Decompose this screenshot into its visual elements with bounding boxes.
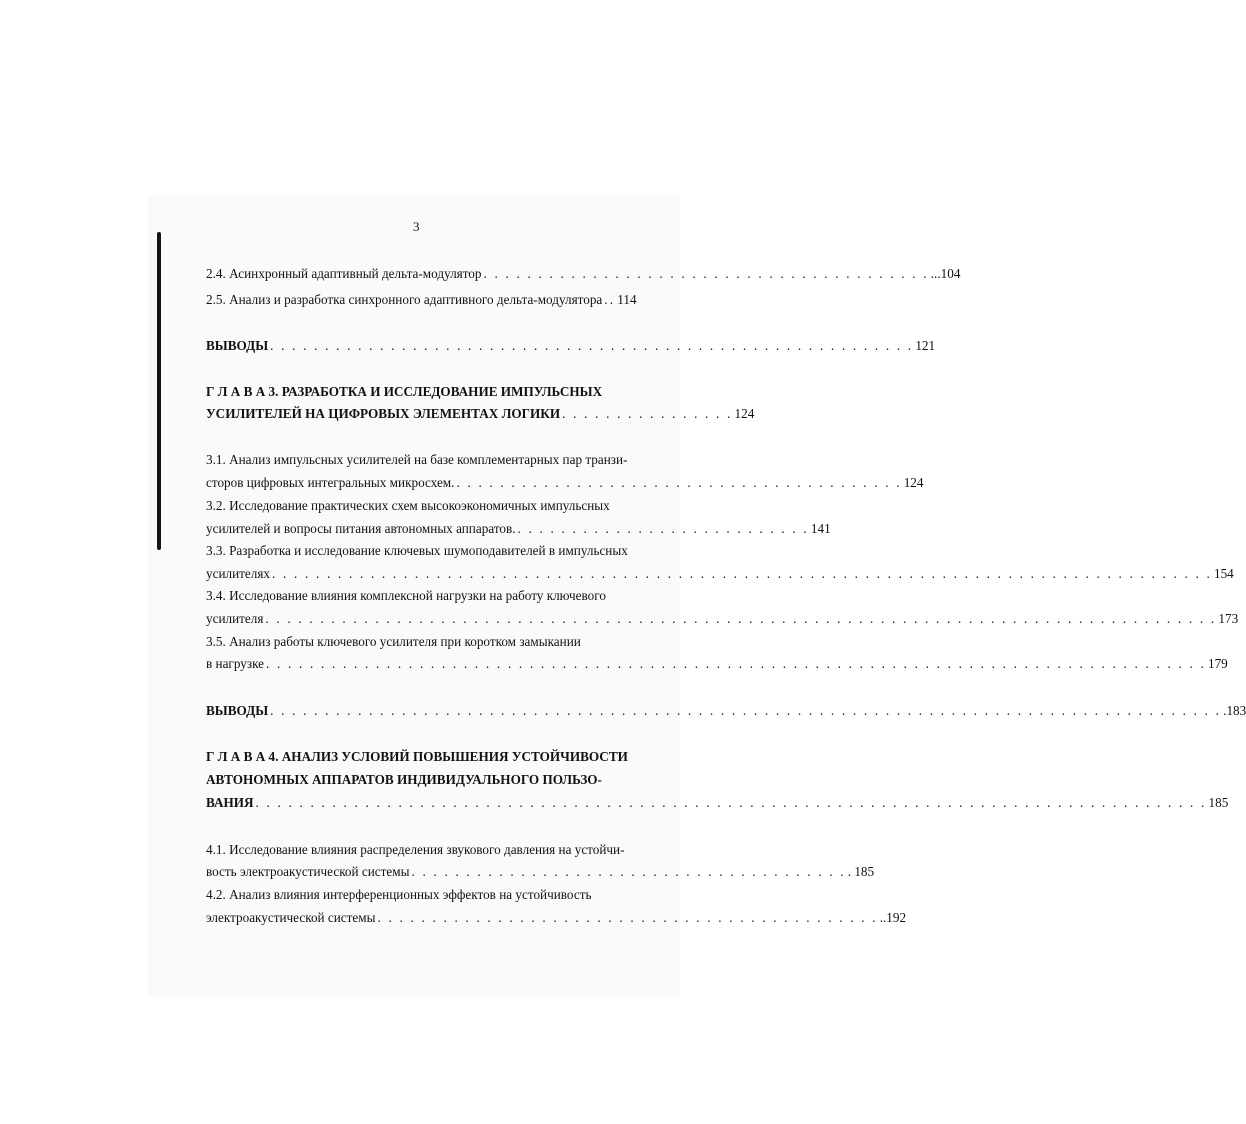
toc-entry-title: ВЫВОДЫ — [206, 703, 269, 718]
toc-leader-dots: . . . . . . . . . . . . . . . . . . . . . . . . . . . . . . . . . . . . . . . . . . . . . . . . . . . . . . . . . . . . . . . . . . . . . . . . . . . . . . . . . . . . . . . — [265, 611, 1217, 626]
toc-page-number: ..192 — [879, 910, 907, 925]
toc-entry-3-4[interactable]: 3.4. Исследование влияния комплексной нагрузки на работу ключевого — [206, 588, 606, 603]
toc-entry-4-2-cont[interactable] — [206, 910, 907, 926]
toc-entry-title: УСИЛИТЕЛЕЙ НА ЦИФРОВЫХ ЭЛЕМЕНТАХ ЛОГИКИ — [206, 406, 561, 421]
toc-leader-dots: . . . . . . . . . . . . . . . . . . . . . . . . . . . . . . . . . . . . . . . . . — [483, 266, 929, 281]
toc-page-number: 185 — [1208, 795, 1229, 810]
toc-leader-dots: . . . . . . . . . . . . . . . . . . . . . . . . . . . . . . . . . . . . . . . . . . . . . . — [377, 910, 878, 925]
binding-margin-mark — [157, 232, 161, 550]
toc-chapter-3-heading[interactable]: Г Л А В А 3. РАЗРАБОТКА И ИССЛЕДОВАНИЕ ИМПУЛЬСНЫХ — [206, 384, 603, 399]
toc-entry-4-2[interactable]: 4.2. Анализ влияния интерференционных эффектов на устойчивость — [206, 887, 592, 902]
toc-entry-title: сторов цифровых интегральных микросхем. — [206, 475, 455, 490]
toc-entry-3-2-cont[interactable] — [206, 521, 831, 537]
toc-entry-title: усилителей и вопросы питания автономных аппаратов. — [206, 521, 516, 536]
toc-entry-3-3-cont[interactable] — [206, 566, 1234, 582]
toc-entry-title: 2.5. Анализ и разработка синхронного адаптивного дельта-модулятора — [206, 292, 603, 307]
toc-leader-dots: . . . . . . . . . . . . . . . . . . . . . . . . . . . . . . . . . . . . . . . . . . . . . . . . . . . . . . . . . . . . . . . . . . . . . . . . . . . . . . . . . . . . . . — [266, 656, 1206, 671]
toc-entry-title: ВАНИЯ — [206, 795, 254, 810]
toc-leader-dots: . . . . . . . . . . . . . . . . . . . . . . . . . . . . . . . . . . . . . . . . . . . . . . . . . . . . . . . . . . . . . . . . . . . . . . . . . . . . . . . . . . . . . . . — [255, 795, 1207, 810]
toc-entry-3-1[interactable]: 3.1. Анализ импульсных усилителей на базе комплементарных пар транзи- — [206, 452, 628, 467]
toc-entry-title: электроакустической системы — [206, 910, 376, 925]
toc-chapter-3-heading-cont[interactable] — [206, 406, 755, 422]
toc-leader-dots: . . . . . . . . . . . . . . . . — [562, 406, 733, 421]
toc-entry-title: в нагрузке — [206, 656, 264, 671]
toc-page-number: 124 — [903, 475, 924, 490]
toc-entry-3-3[interactable]: 3.3. Разработка и исследование ключевых шумоподавителей в импульсных — [206, 543, 628, 558]
toc-leader-dots: . . . . . . . . . . . . . . . . . . . . . . . . . . . — [517, 521, 809, 536]
toc-entry-title: вость электроакустической системы — [206, 864, 410, 879]
toc-entry-title: усилителях — [206, 566, 270, 581]
toc-entry-title: ВЫВОДЫ — [206, 338, 269, 353]
toc-page-number: 114 — [617, 292, 637, 307]
toc-leader-dots: . . . . . . . . . . . . . . . . . . . . . . . . . . . . . . . . . . . . . . . . . . . . . . . . . . . . . . . . . . . . . . . . . . . . . . . . . . . . . . . . . . . . . . — [272, 566, 1212, 581]
toc-entry-title: усилителя — [206, 611, 264, 626]
toc-page-number: . 185 — [847, 864, 875, 879]
toc-entry-2-5[interactable] — [206, 292, 637, 308]
toc-entry-conclusions-3[interactable] — [206, 703, 1246, 719]
toc-chapter-4-heading-end[interactable] — [206, 795, 1229, 811]
toc-entry-4-1-cont[interactable] — [206, 864, 875, 880]
toc-entry-3-5-cont[interactable] — [206, 656, 1228, 672]
toc-chapter-4-heading[interactable]: Г Л А В А 4. АНАЛИЗ УСЛОВИЙ ПОВЫШЕНИЯ УСТОЙЧИВОСТИ — [206, 749, 628, 764]
toc-leader-dots: .. — [604, 292, 616, 307]
toc-entry-3-1-cont[interactable] — [206, 475, 924, 491]
toc-page-number: 179 — [1207, 656, 1228, 671]
toc-entry-4-1[interactable]: 4.1. Исследование влияния распределения звукового давления на устойчи- — [206, 842, 625, 857]
toc-page-number: 121 — [915, 338, 936, 353]
toc-page-number: 124 — [734, 406, 755, 421]
toc-leader-dots: . . . . . . . . . . . . . . . . . . . . . . . . . . . . . . . . . . . . . . . . . . . . . . . . . . . . . . . . . . . — [270, 338, 914, 353]
toc-entry-3-2[interactable]: 3.2. Исследование практических схем высокоэкономичных импульсных — [206, 498, 610, 513]
toc-page-number: .183 — [1223, 703, 1246, 718]
toc-page-number: 141 — [810, 521, 831, 536]
toc-leader-dots: . . . . . . . . . . . . . . . . . . . . . . . . . . . . . . . . . . . . . . . . . — [456, 475, 902, 490]
toc-page-number: ...104 — [930, 266, 961, 281]
toc-chapter-4-heading-cont[interactable]: АВТОНОМНЫХ АППАРАТОВ ИНДИВИДУАЛЬНОГО ПОЛЬЗО- — [206, 772, 602, 787]
toc-leader-dots: . . . . . . . . . . . . . . . . . . . . . . . . . . . . . . . . . . . . . . . . — [411, 864, 846, 879]
page-number: 3 — [413, 219, 420, 234]
toc-page-number: 154 — [1213, 566, 1234, 581]
toc-entry-conclusions-2[interactable] — [206, 338, 936, 354]
toc-entry-2-4[interactable] — [206, 266, 961, 282]
toc-leader-dots: . . . . . . . . . . . . . . . . . . . . . . . . . . . . . . . . . . . . . . . . . . . . . . . . . . . . . . . . . . . . . . . . . . . . . . . . . . . . . . . . . . . . . . . — [270, 703, 1222, 718]
toc-entry-title: 2.4. Асинхронный адаптивный дельта-модулятор — [206, 266, 482, 281]
toc-page-number: 173 — [1218, 611, 1239, 626]
toc-entry-3-5[interactable]: 3.5. Анализ работы ключевого усилителя при коротком замыкании — [206, 634, 581, 649]
toc-entry-3-4-cont[interactable] — [206, 611, 1239, 627]
